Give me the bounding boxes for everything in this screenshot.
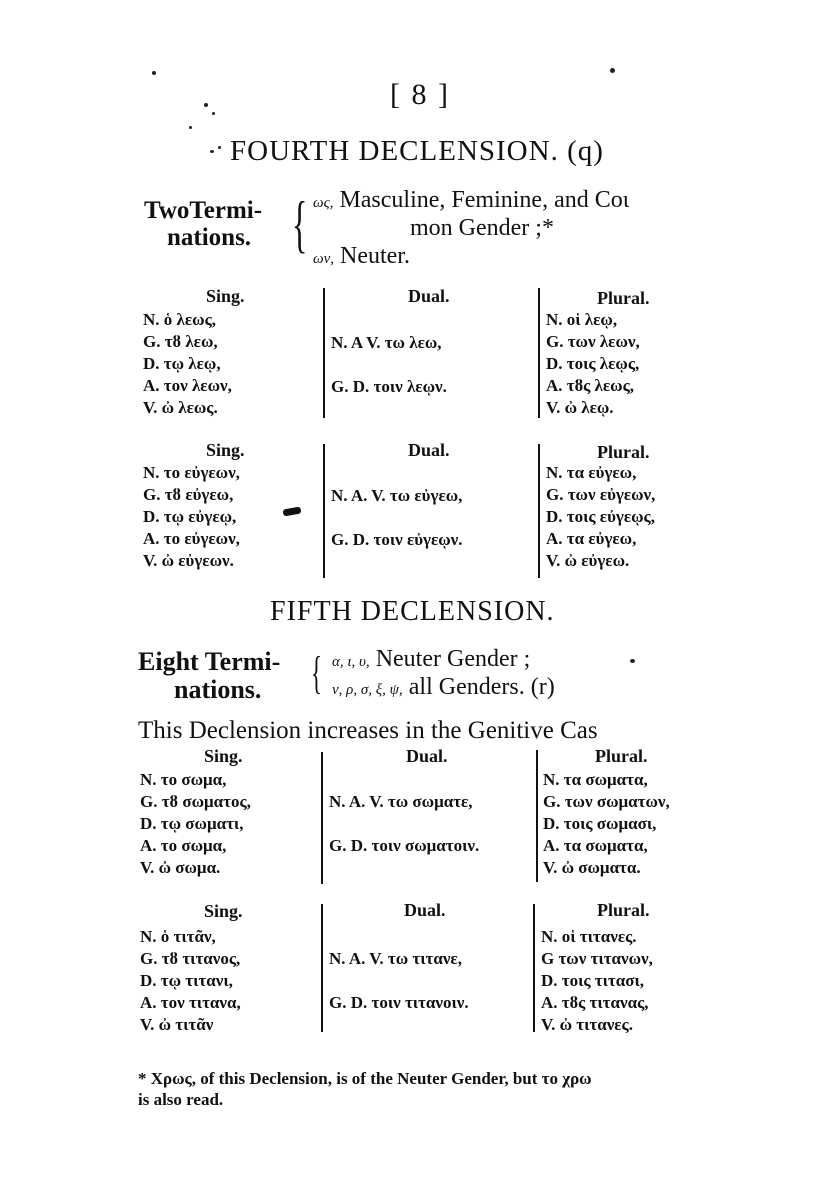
case-row: N. το σωμα,: [140, 770, 227, 789]
column-rule: [536, 750, 538, 882]
sing-header: Sing.: [204, 746, 243, 766]
fourth-line-3: [313, 242, 410, 274]
column-rule: [538, 288, 540, 418]
case-row: A. τα σωματα,: [543, 836, 648, 855]
case-row: A. τȣς τιτανας,: [541, 993, 649, 1012]
case-row: N. ὁ τιτᾶν,: [140, 927, 216, 946]
plural-header: Plural.: [597, 288, 650, 308]
fourth-line-2: mon Gender ;*: [410, 215, 554, 241]
table4-dual-column: [329, 948, 469, 1014]
case-row: A. τον τιτανα,: [140, 993, 241, 1012]
case-row: N. A V. τω λεω,: [331, 333, 442, 352]
footnote-line-1: * Χρως, of this Declension, is of the Neuter Gender, but το χρω: [138, 1069, 592, 1088]
case-row: V. ὠ εὐγεων.: [143, 551, 234, 570]
case-row: G των τιτανων,: [541, 949, 653, 968]
case-row: A. τον λεων,: [143, 376, 232, 395]
fourth-declension-title: FOURTH DECLENSION. (q): [230, 135, 604, 167]
sing-header: Sing.: [206, 440, 245, 460]
speck: [212, 112, 215, 115]
gender-text: Neuter.: [340, 243, 410, 269]
case-row: A. τα εὐγεω,: [546, 529, 637, 548]
case-row: N. A. V. τω εὐγεω,: [331, 486, 463, 505]
case-row: N. τα σωματα,: [543, 770, 648, 789]
case-row: V. ὠ σωματα.: [543, 858, 641, 877]
table2-plural-column: [546, 462, 655, 572]
table1-dual-column: [331, 332, 447, 398]
declension-note: This Declension increases in the Genitive Cas: [138, 717, 598, 744]
brace-glyph: {: [292, 188, 308, 259]
case-row: G. τȣ εὐγεω,: [143, 485, 234, 504]
case-row: D. τοις εὐγεῳς,: [546, 507, 655, 526]
speck: [189, 126, 192, 129]
table4-sing-column: [140, 926, 241, 1036]
table1-sing-column: [143, 309, 232, 419]
case-row: D. τοις σωμασι,: [543, 814, 657, 833]
case-row: G. των σωματων,: [543, 792, 670, 811]
plural-header: Plural.: [597, 900, 650, 920]
case-row: G. D. τοιν τιτανοιν.: [329, 993, 469, 1012]
column-rule: [321, 904, 323, 1032]
speck: [218, 146, 221, 149]
case-row: N. τα εὐγεω,: [546, 463, 637, 482]
column-rule: [533, 904, 535, 1032]
case-row: A. τȣς λεως,: [546, 376, 635, 395]
dual-header: Dual.: [404, 900, 446, 920]
speck: [610, 68, 615, 73]
table4-plural-column: [541, 926, 653, 1036]
table3-sing-column: [140, 769, 251, 879]
case-row: D. τῳ λεῳ,: [143, 354, 221, 373]
table1-plural-column: [546, 309, 640, 419]
fifth-declension-title: FIFTH DECLENSION.: [270, 596, 555, 627]
case-row: G. τȣ λεω,: [143, 332, 218, 351]
case-row: G. τȣ τιτανος,: [140, 949, 241, 968]
case-row: V. ὠ εὐγεω.: [546, 551, 630, 570]
column-rule: [323, 288, 325, 418]
case-row: N. A. V. τω σωματε,: [329, 792, 473, 811]
case-row: D. τῳ εὐγεῳ,: [143, 507, 237, 526]
column-rule: [538, 444, 540, 578]
table2-dual-column: [331, 485, 463, 551]
case-row: D. τοις λεῳς,: [546, 354, 640, 373]
ending-gk: ων,: [313, 251, 334, 267]
ending-gk: ως,: [313, 195, 334, 211]
ink-mark: [283, 506, 302, 516]
case-row: D. τοις τιτασι,: [541, 971, 645, 990]
case-row: G. D. τοιν σωματοιν.: [329, 836, 480, 855]
case-row: D. τῳ σωματι,: [140, 814, 244, 833]
case-row: N. ὁ λεως,: [143, 310, 216, 329]
sing-header: Sing.: [206, 286, 245, 306]
speck: [210, 150, 214, 153]
fourth-label-line-2: nations.: [167, 224, 252, 251]
dual-header: Dual.: [406, 746, 448, 766]
case-row: G. τȣ σωματος,: [140, 792, 251, 811]
page-number: [ 8 ]: [390, 78, 450, 111]
fifth-label-line-1: Eight Termi-: [138, 647, 281, 676]
case-row: G. των εὐγεων,: [546, 485, 656, 504]
case-row: V. ὠ λεῳ.: [546, 398, 614, 417]
case-row: N. A. V. τω τιτανε,: [329, 949, 462, 968]
case-row: G. D. τοιν εὐγεῳν.: [331, 530, 463, 549]
footnote-line-2: is also read.: [138, 1090, 224, 1109]
fifth-label-line-2: nations.: [174, 675, 262, 704]
gender-text: all Genders. (r): [408, 674, 555, 700]
footnote: [138, 1068, 592, 1110]
speck: [630, 659, 635, 663]
table3-dual-column: [329, 791, 479, 857]
speck: [204, 103, 208, 107]
case-row: V. ὠ τιτᾶν: [140, 1015, 214, 1034]
case-row: N. οἱ λεῳ,: [546, 310, 618, 329]
gender-text: Masculine, Feminine, and Coι: [339, 187, 630, 213]
case-row: G. D. τοιν λεῳν.: [331, 377, 447, 396]
sing-header: Sing.: [204, 901, 243, 921]
case-row: A. το σωμα,: [140, 836, 227, 855]
case-row: G. των λεων,: [546, 332, 640, 351]
dual-header: Dual.: [408, 440, 450, 460]
case-row: D. τῳ τιτανι,: [140, 971, 233, 990]
speck: [152, 71, 156, 75]
plural-header: Plural.: [597, 442, 650, 462]
case-row: V. ὠ λεως.: [143, 398, 218, 417]
brace-glyph: {: [311, 647, 323, 698]
case-row: V. ὠ τιτανες.: [541, 1015, 633, 1034]
table2-sing-column: [143, 462, 240, 572]
column-rule: [323, 444, 325, 578]
ending-gk: ν, ρ, σ, ξ, ψ,: [332, 682, 403, 698]
case-row: N. το εὐγεων,: [143, 463, 240, 482]
column-rule: [321, 752, 323, 884]
table3-plural-column: [543, 769, 670, 879]
case-row: V. ὠ σωμα.: [140, 858, 221, 877]
fifth-line-2: [332, 673, 555, 705]
case-row: N. οἱ τιτανες.: [541, 927, 637, 946]
gender-text: Neuter Gender ;: [375, 646, 531, 672]
case-row: A. το εὐγεων,: [143, 529, 240, 548]
fourth-label-line-1: TwoTermi-: [144, 197, 263, 224]
dual-header: Dual.: [408, 286, 450, 306]
plural-header: Plural.: [595, 746, 648, 766]
ending-gk: α, ι, υ,: [332, 654, 370, 670]
